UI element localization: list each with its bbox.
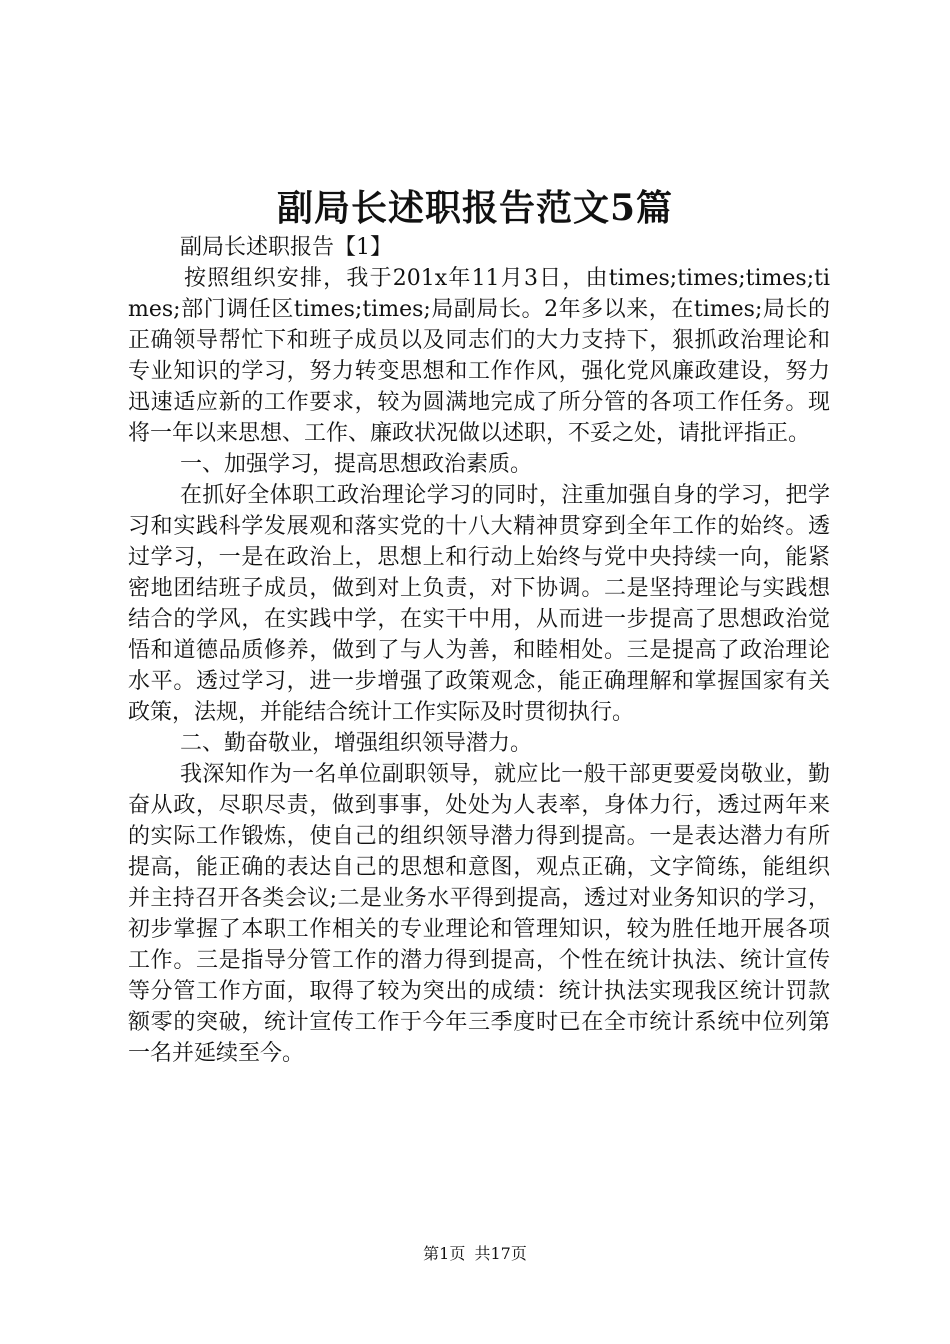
paragraph: 在抓好全体职工政治理论学习的同时，注重加强自身的学习，把学习和实践科学发展观和落实党的十八大精神贯穿到全年工作的始终。透过学习，一是在政治上，思想上和行动上始终与党中央持续一向，能紧密地团结班子成员，做到对上负责，对下协调。二是坚持理论与实践想结合的学风，在实践中学，在实干中用，从而进一步提高了思想政治觉悟和道德品质修养，做到了与人为善，和睦相处。三是提高了政治理论水平。透过学习，进一步增强了政策观念，能正确理解和掌握国家有关政策，法规，并能结合统计工作实际及时贯彻执行。 [128,483,830,725]
page-number: 第1页 [423,1244,466,1263]
document-title: 副局长述职报告范文5篇 [276,187,674,229]
paragraph: 我深知作为一名单位副职领导，就应比一般干部更要爱岗敬业，勤奋从政，尽职尽责，做到事事，处处为人表率，身体力行，透过两年来的实际工作锻炼，使自己的组织领导潜力得到提高。一是表达潜力有所提高，能正确的表达自己的思想和意图，观点正确，文字简练，能组织并主持召开各类会议;二是业务水平得到提高，透过对业务知识的学习，初步掌握了本职工作相关的专业理论和管理知识，较为胜任地开展各项工作。三是指导分管工作的潜力得到提高，个性在统计执法、统计宣传等分管工作方面，取得了较为突出的成绩：统计执法实现我区统计罚款额零的突破，统计宣传工作于今年三季度时已在全市统计系统中位列第一名并延续至今。 [128,762,830,1066]
section-heading: 二、勤奋敬业，增强组织领导潜力。 [180,731,533,756]
page-footer [0,1244,950,1264]
section-heading: 一、加强学习，提高思想政治素质。 [180,452,533,477]
total-pages: 共17页 [474,1244,527,1263]
paragraph: 按照组织安排，我于201x年11月3日，由times;times;times;times;部门调任区times;times;局副局长。2年多以来，在times;局长的正确领导帮忙下和班子成员以及同志们的大力支持下，狠抓政治理论和专业知识的学习，努力转变思想和工作作风，强化党风廉政建设，努力迅速适应新的工作要求，较为圆满地完成了所分管的各项工作任务。现将一年以来思想、工作、廉政状况做以述职，不妥之处，请批评指正。 [128,266,830,446]
section-heading: 副局长述职报告【1】 [180,235,392,260]
document-body [128,232,830,1069]
